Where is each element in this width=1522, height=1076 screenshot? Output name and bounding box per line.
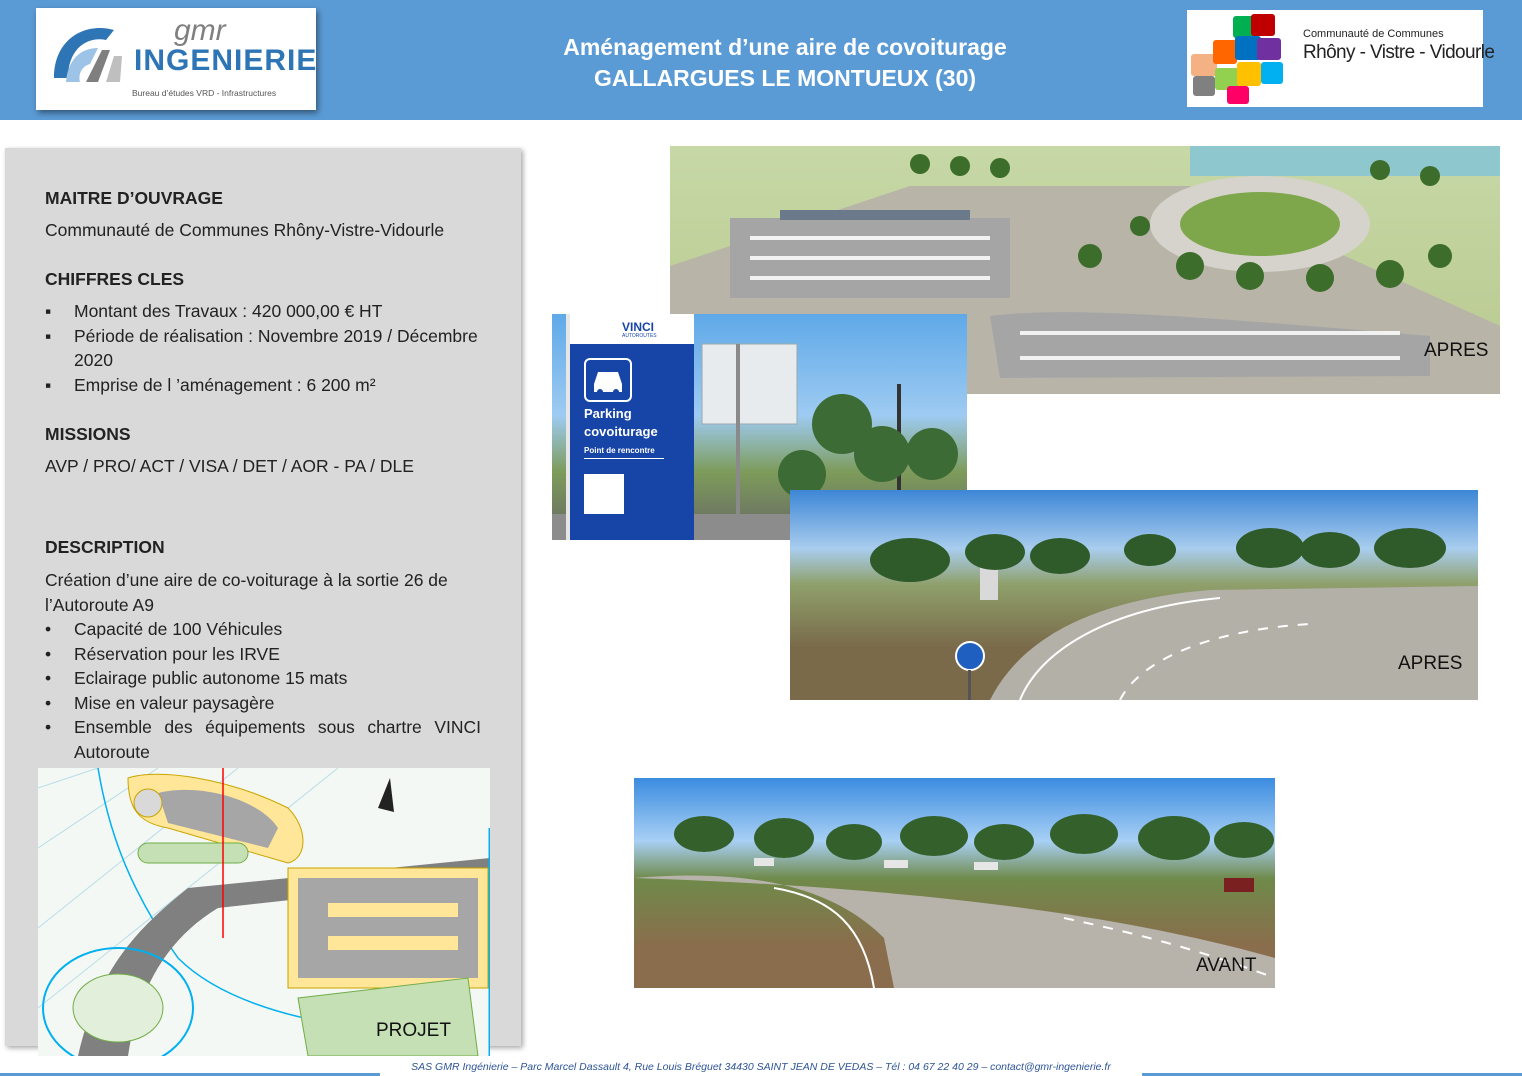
footer-text: SAS GMR Ingénierie – Parc Marcel Dassault 4, Rue Louis Bréguet 34430 SAINT JEAN DE VEDAS – Tél : 04 67 22 40 29 – contact@gmr-ingenierie.fr	[411, 1061, 1111, 1073]
gmr-brand-top: gmr	[174, 14, 226, 47]
bullet-icon: •	[45, 668, 52, 688]
missions-text: AVP / PRO/ ACT / VISA / DET / AOR - PA / DLE	[45, 456, 414, 476]
plan-label: PROJET	[376, 1020, 451, 1041]
gmr-ingenierie-logo	[36, 8, 316, 110]
header-band	[0, 0, 1522, 120]
list-item: • Capacité de 100 Véhicules	[45, 617, 481, 642]
missions-title: MISSIONS	[45, 424, 131, 444]
list-item: ▪ Période de réalisation : Novembre 2019 / Décembre 2020	[45, 325, 478, 370]
puzzle-logo-icon	[584, 474, 624, 514]
bullet-icon: •	[45, 692, 52, 713]
description-text: Création d’une aire de co-voiturage à la sortie 26 de l’Autoroute A9	[45, 570, 448, 615]
road-before-photo	[634, 778, 1275, 988]
chiffres-cles-list	[45, 299, 481, 397]
ccrvv-logo	[1187, 10, 1495, 107]
list-item: • Eclairage public autonome 15 mats	[45, 666, 481, 691]
ccrvv-line2: Rhôny - Vistre - Vidourle	[1303, 42, 1495, 63]
sign-line1: Parking	[584, 406, 632, 421]
square-bullet-icon: ▪	[45, 325, 52, 346]
bullet-icon: •	[45, 643, 52, 664]
gmr-brand-main: INGENIERIE	[134, 44, 318, 77]
description-title: DESCRIPTION	[45, 537, 165, 557]
sign-line2: covoiturage	[584, 424, 658, 439]
vinci-sign-panel	[566, 314, 694, 540]
list-item: • Réservation pour les IRVE	[45, 642, 481, 667]
vinci-brand: VINCI	[622, 320, 655, 334]
list-item: • Ensemble des équipements sous chartre VINCI Autoroute	[45, 717, 481, 762]
list-item: ▪ Montant des Travaux : 420 000,00 € HT	[45, 299, 481, 324]
aerial-label: APRES	[1424, 340, 1489, 361]
square-bullet-icon: ▪	[45, 374, 52, 395]
chiffres-cles-title: CHIFFRES CLES	[45, 269, 185, 289]
road-after-photo	[790, 490, 1478, 700]
ccrvv-line1: Communauté de Communes	[1303, 28, 1444, 40]
square-bullet-icon: ▪	[45, 301, 52, 321]
list-item: • Mise en valeur paysagère	[45, 691, 481, 716]
description-list	[45, 617, 481, 764]
gmr-tagline: Bureau d’études VRD - Infrastructures	[132, 88, 277, 98]
title-line-1: Aménagement d’une aire de covoiturage	[563, 34, 1007, 60]
puzzle-icon	[1187, 10, 1299, 107]
road-before-label: AVANT	[1196, 955, 1257, 976]
north-arrow-icon	[378, 778, 394, 812]
car-icon	[584, 358, 632, 402]
sign-line3: Point de rencontre	[584, 446, 655, 455]
project-plan-image	[38, 768, 490, 1056]
title-line-2: GALLARGUES LE MONTUEUX (30)	[593, 65, 977, 91]
maitre-ouvrage-title: MAITRE D’OUVRAGE	[45, 188, 223, 208]
vinci-sub: AUTOROUTES	[622, 333, 657, 339]
bullet-icon: •	[45, 619, 52, 639]
direction-sign-icon	[956, 642, 984, 670]
list-item: ▪ Emprise de l ’aménagement : 6 200 m²	[45, 373, 481, 398]
maitre-ouvrage-text: Communauté de Communes Rhôny-Vistre-Vidourle	[45, 220, 445, 240]
page-title	[420, 32, 1150, 94]
bullet-icon: •	[45, 717, 52, 737]
road-after-label: APRES	[1398, 653, 1463, 674]
